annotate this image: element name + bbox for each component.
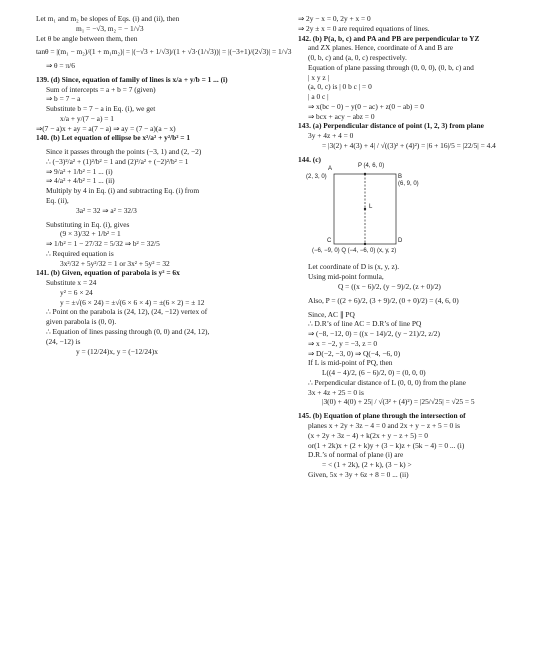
text-line: y = (12/24)x, y = (−12/24)x bbox=[76, 346, 158, 356]
text-line: tanθ = |(m₁ − m₂)/(1 + m₁m₂)| = |(−√3 + 1/√3)/(1 + √3·(1/√3))| = |(−3+1)/(2√3)| = 1/√3 bbox=[36, 47, 292, 57]
text-line: (9 × 3)/32 + 1/b² = 1 bbox=[60, 229, 121, 239]
text-line: m₁ = −√3, m₂ = − 1/√3 bbox=[76, 23, 144, 33]
text-line: ⇒ 9/a² + 1/b² = 1 ... (i) bbox=[46, 166, 113, 176]
text-line: ∴ Perpendicular distance of L (0, 0, 0) from the plane bbox=[308, 377, 466, 387]
label-b: B bbox=[398, 174, 403, 181]
label-p: P (4, 6, 0) bbox=[358, 163, 385, 170]
label-a-coord: (2, 3, 0) bbox=[306, 174, 327, 181]
label-bottom-coords: (−6, −9, 0) Q (−4, −6, 0) (x, y, z) bbox=[312, 248, 397, 255]
text-line: ∴ D.R’s of line AC = D.R’s of line PQ bbox=[308, 319, 422, 329]
text-line: ⇒ x(bc − 0) − y(0 − ac) + z(0 − ab) = 0 bbox=[308, 101, 424, 111]
text-line: 3x²/32 + 5y²/32 = 1 or 3x² + 5y² = 32 bbox=[60, 258, 170, 268]
text-line: ⇒ 4/a² + 4/b² = 1 ... (ii) bbox=[46, 176, 115, 186]
text-line: (a, 0, c) is | 0 b c | = 0 bbox=[308, 82, 372, 92]
right-top-text bbox=[298, 14, 534, 164]
text-line: D.R.’s of normal of plane (i) are bbox=[308, 450, 404, 460]
right-bottom-text bbox=[298, 262, 534, 479]
text-line: = < (1 + 2k), (2 + k), (3 − k) > bbox=[322, 460, 412, 470]
text-line: Using mid-point formula, bbox=[308, 272, 384, 282]
point-q bbox=[364, 243, 366, 245]
label-d: D bbox=[398, 238, 403, 245]
text-line: Sum of intercepts = a + b = 7 (given) bbox=[46, 84, 156, 94]
text-line: (24, −12) is bbox=[46, 336, 81, 346]
text-line: Let coordinate of D is (x, y, z). bbox=[308, 262, 400, 272]
text-line: y² = 6 × 24 bbox=[60, 287, 93, 297]
text-line: ∴ Point on the parabola is (24, 12), (24, −12) vertex of bbox=[46, 307, 208, 317]
text-line: 3x + 4z + 25 = 0 is bbox=[308, 387, 364, 397]
text-line: ∴ Equation of lines passing through (0, 0) and (24, 12), bbox=[46, 326, 210, 336]
text-line: Substituting in Eq. (i), gives bbox=[46, 219, 130, 229]
label-l: L bbox=[369, 204, 373, 211]
label-b-coord: (6, 9, 0) bbox=[398, 181, 419, 188]
text-line: If L is mid-point of PQ, then bbox=[308, 358, 393, 368]
text-line: and ZX planes. Hence, coordinate of A and B are bbox=[308, 43, 454, 53]
text-line: Let θ be angle between them, then bbox=[36, 33, 138, 43]
left-column bbox=[36, 14, 292, 356]
text-line: Let m₁ and m₂ be slopes of Eqs. (i) and (ii), then bbox=[36, 14, 180, 23]
text-line: ∴ (−3)²/a² + (1)²/b² = 1 and (2)²/a² + (−2)²/b² = 1 bbox=[46, 156, 189, 166]
text-line: = |3(2) + 4(3) + 4| / √((3)² + (4)²) = |6 + 16|/5 = |22/5| = 4.4 bbox=[322, 140, 496, 150]
text-line: x/a + y/(7 − a) = 1 bbox=[60, 113, 114, 123]
text-line: Substitute x = 24 bbox=[46, 278, 97, 288]
text-line: Eq. (ii), bbox=[46, 196, 69, 206]
text-line: ⇒ 2y − x = 0, 2y + x = 0 bbox=[298, 14, 371, 23]
text-line: ⇒ θ = π/6 bbox=[46, 61, 75, 71]
text-line: 3y + 4z + 4 = 0 bbox=[308, 131, 354, 141]
text-line: Equation of plane passing through (0, 0, 0), (0, b, c) and bbox=[308, 62, 474, 72]
text-line: (0, b, c) and (a, 0, c) respectively. bbox=[308, 53, 407, 63]
text-line: Q = ((x − 6)/2, (y − 9)/2, (z + 0)/2) bbox=[338, 282, 441, 292]
figure-144 bbox=[298, 163, 534, 258]
solution-heading: 143. (a) Perpendicular distance of point (1, 2, 3) from plane bbox=[298, 121, 484, 131]
solution-heading: 145. (b) Equation of plane through the intersection of bbox=[298, 411, 466, 421]
text-line: ∴ Required equation is bbox=[46, 248, 114, 258]
text-line: ⇒ (−8, −12, 0) = ((x − 14)/2, (y − 21)/2, z/2) bbox=[308, 329, 440, 339]
text-line: Since it passes through the points (−3, 1) and (2, −2) bbox=[46, 147, 202, 157]
text-line: Given, 5x + 3y + 6z + 8 = 0 ... (ii) bbox=[308, 469, 409, 479]
text-line: | a 0 c | bbox=[308, 92, 329, 102]
text-line: or(1 + 2k)x + (2 + k)y + (3 − k)z + (5k − 4) = 0 ... (i) bbox=[308, 440, 465, 450]
text-line: y = ±√(6 × 24) = ±√(6 × 6 × 4) = ±(6 × 2) = ± 12 bbox=[60, 297, 205, 307]
text-line: Since, AC ∥ PQ bbox=[308, 309, 355, 319]
text-line: |3(0) + 4(0) + 25| / √(3² + (4)²) = |25/√25| = √25 = 5 bbox=[322, 397, 475, 407]
label-c: C bbox=[327, 238, 332, 245]
point-p bbox=[364, 173, 366, 175]
text-line: planes x + 2y + 3z − 4 = 0 and 2x + y − z + 5 = 0 is bbox=[308, 420, 460, 430]
solution-heading: 141. (b) Given, equation of parabola is y² = 6x bbox=[36, 268, 180, 278]
solution-heading: 140. (b) Let equation of ellipse be x²/a² + y²/b² = 1 bbox=[36, 133, 191, 143]
text-line: Also, P = ((2 + 6)/2, (3 + 9)/2, (0 + 0)/2) = (4, 6, 0) bbox=[308, 295, 459, 305]
right-column bbox=[298, 14, 534, 480]
text-line: ⇒ b = 7 − a bbox=[46, 94, 81, 104]
text-line: L((4 − 4)/2, (6 − 6)/2, 0) = (0, 0, 0) bbox=[322, 368, 426, 378]
text-line: ⇒ 1/b² = 1 − 27/32 = 5/32 ⇒ b² = 32/5 bbox=[46, 239, 160, 249]
text-line: (x + 2y + 3z − 4) + k(2x + y − z + 5) = 0 bbox=[308, 430, 428, 440]
point-l bbox=[364, 208, 366, 210]
text-line: ⇒ D(−2, −3, 0) ⇒ Q(−4, −6, 0) bbox=[308, 348, 401, 358]
text-line: Substitute b = 7 − a in Eq. (i), we get bbox=[46, 104, 156, 114]
text-line: ⇒ x = −2, y = −3, z = 0 bbox=[308, 338, 378, 348]
text-line: ⇒(7 − a)x + ay = a(7 − a) ⇒ ay = (7 − a)(a − x) bbox=[36, 123, 176, 133]
solution-heading: 142. (b) P(a, b, c) and PA and PB are perpendicular to YZ bbox=[298, 33, 480, 43]
label-a: A bbox=[328, 166, 333, 173]
text-line: ⇒ bcx + acy − abz = 0 bbox=[308, 111, 375, 121]
text-line: 3a² = 32 ⇒ a² = 32/3 bbox=[76, 205, 137, 215]
text-line: | x y z | bbox=[308, 72, 330, 82]
solution-heading: 144. (c) bbox=[298, 154, 321, 164]
text-line: ⇒ 2y ± x = 0 are required equations of lines. bbox=[298, 23, 430, 33]
text-line: given parabola is (0, 0). bbox=[46, 317, 117, 327]
text-line: Multiply by 4 in Eq. (i) and subtracting Eq. (i) from bbox=[46, 186, 200, 196]
solution-heading: 139. (d) Since, equation of family of lines is x/a + y/b = 1 ... (i) bbox=[36, 74, 228, 84]
